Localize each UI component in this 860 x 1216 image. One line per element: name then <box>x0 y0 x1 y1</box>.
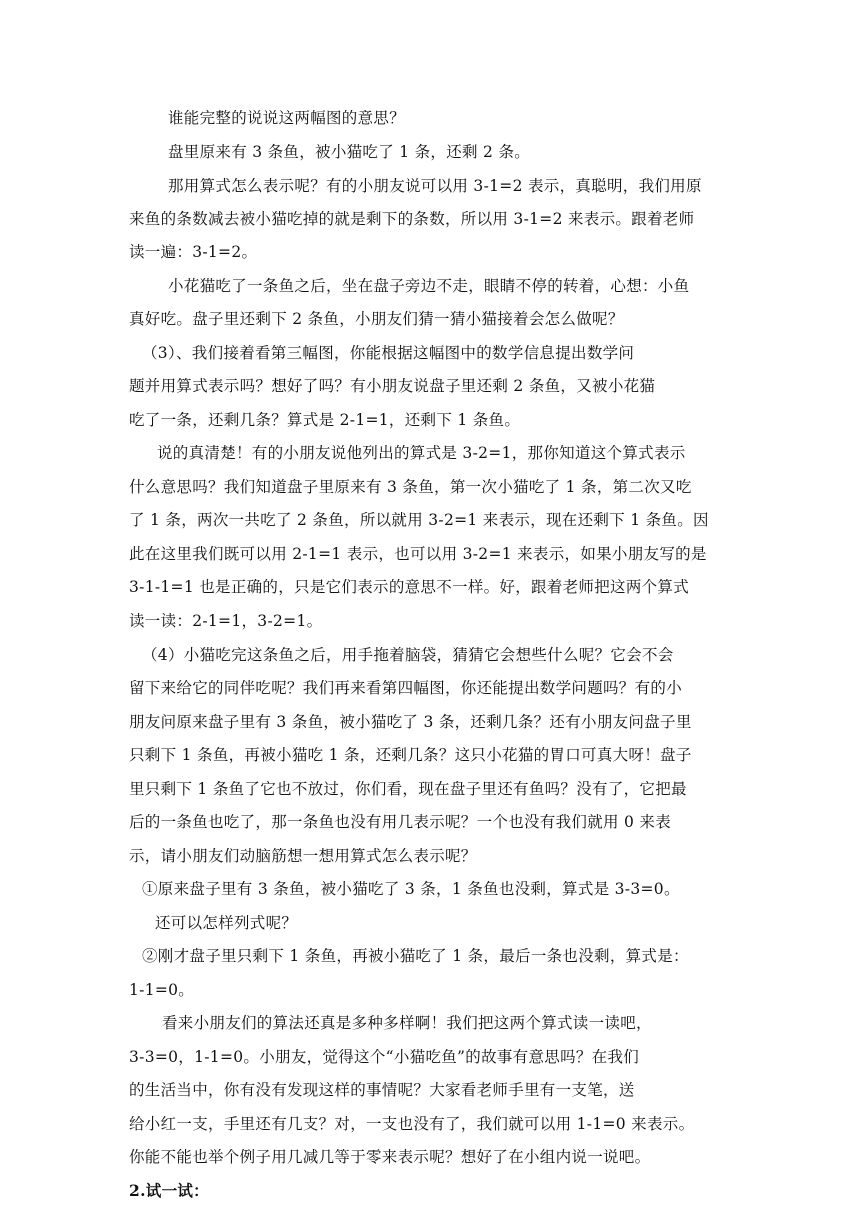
paragraph-line: 小花猫吃了一条鱼之后，坐在盘子旁边不走，眼睛不停的转着，心想：小鱼 <box>168 277 690 295</box>
paragraph-line: 来鱼的条数减去被小猫吃掉的就是剩下的条数，所以用 3-1=2 来表示。跟着老师 <box>129 210 695 228</box>
paragraph-line: 3-3=0，1-1=0。小朋友，觉得这个“小猫吃鱼”的故事有意思吗？在我们 <box>129 1048 640 1066</box>
paragraph-line: 还可以怎样列式呢？ <box>155 914 298 932</box>
paragraph-line: 谁能完整的说说这两幅图的意思？ <box>168 109 406 127</box>
paragraph-line: ②刚才盘子里只剩下 1 条鱼，再被小猫吃了 1 条，最后一条也没剩，算式是： <box>142 947 689 965</box>
paragraph-line: 示，请小朋友们动脑筋想一想用算式怎么表示呢？ <box>129 847 477 865</box>
paragraph-line: 读一读：2-1=1，3-2=1。 <box>129 612 323 630</box>
paragraph-line: 1-1=0。 <box>129 981 195 999</box>
paragraph-line: （4）小猫吃完这条鱼之后，用手拖着脑袋，猜猜它会想些什么呢？它会不会 <box>142 646 674 664</box>
paragraph-line: 吃了一条，还剩几条？算式是 2-1=1，还剩下 1 条鱼。 <box>129 411 521 429</box>
paragraph-line: 真好吃。盘子里还剩下 2 条鱼，小朋友们猜一猜小猫接着会怎么做呢？ <box>129 310 624 328</box>
paragraph-line: 什么意思吗？我们知道盘子里原来有 3 条鱼，第一次小猫吃了 1 条，第二次又吃 <box>129 478 692 496</box>
paragraph-line: 只剩下 1 条鱼，再被小猫吃 1 条，还剩几条？这只小花猫的胃口可真大呀！盘子 <box>129 746 692 764</box>
paragraph-line: 看来小朋友们的算法还真是多种多样啊！我们把这两个算式读一读吧， <box>162 1014 652 1032</box>
paragraph-line: 题并用算式表示吗？想好了吗？有小朋友说盘子里还剩 2 条鱼，又被小花猫 <box>129 377 656 395</box>
paragraph-line: 朋友问原来盘子里有 3 条鱼，被小猫吃了 3 条，还剩几条？还有小朋友问盘子里 <box>129 713 692 731</box>
paragraph-line: 此在这里我们既可以用 2-1=1 表示，也可以用 3-2=1 来表示，如果小朋友写的是 <box>129 545 707 563</box>
paragraph-line: 里只剩下 1 条鱼了它也不放过，你们看，现在盘子里还有鱼吗？没有了，它把最 <box>129 780 687 798</box>
paragraph-line: 说的真清楚！有的小朋友说他列出的算式是 3-2=1，那你知道这个算式表示 <box>157 444 686 462</box>
paragraph-line: 那用算式怎么表示呢？有的小朋友说可以用 3-1=2 表示，真聪明，我们用原 <box>168 177 702 195</box>
paragraph-line: 了 1 条，两次一共吃了 2 条鱼，所以就用 3-2=1 来表示，现在还剩下 1 条鱼。因 <box>129 511 709 529</box>
paragraph-line: 后的一条鱼也吃了，那一条鱼也没有用几表示呢？一个也没有我们就用 0 来表 <box>129 813 672 831</box>
paragraph-line: ①原来盘子里有 3 条鱼，被小猫吃了 3 条，1 条鱼也没剩，算式是 3-3=0。 <box>142 880 680 898</box>
paragraph-line: （3）、我们接着看第三幅图，你能根据这幅图中的数学信息提出数学问 <box>142 344 635 362</box>
paragraph-line: 给小红一支，手里还有几支？对，一支也没有了，我们就可以用 1-1=0 来表示。 <box>129 1115 695 1133</box>
paragraph-line: 的生活当中，你有没有发现这样的事情呢？大家看老师手里有一支笔，送 <box>129 1081 635 1099</box>
paragraph-line: 读一遍：3-1=2。 <box>129 243 258 261</box>
paragraph-line: 3-1-1=1 也是正确的，只是它们表示的意思不一样。好，跟着老师把这两个算式 <box>129 578 690 596</box>
section-heading: 2.试一试： <box>129 1181 209 1200</box>
paragraph-line: 留下来给它的同伴吃呢？我们再来看第四幅图，你还能提出数学问题吗？有的小 <box>129 679 683 697</box>
paragraph-line: 你能不能也举个例子用几减几等于零来表示呢？想好了在小组内说一说吧。 <box>129 1148 651 1166</box>
paragraph-line: 盘里原来有 3 条鱼，被小猫吃了 1 条，还剩 2 条。 <box>168 143 531 161</box>
